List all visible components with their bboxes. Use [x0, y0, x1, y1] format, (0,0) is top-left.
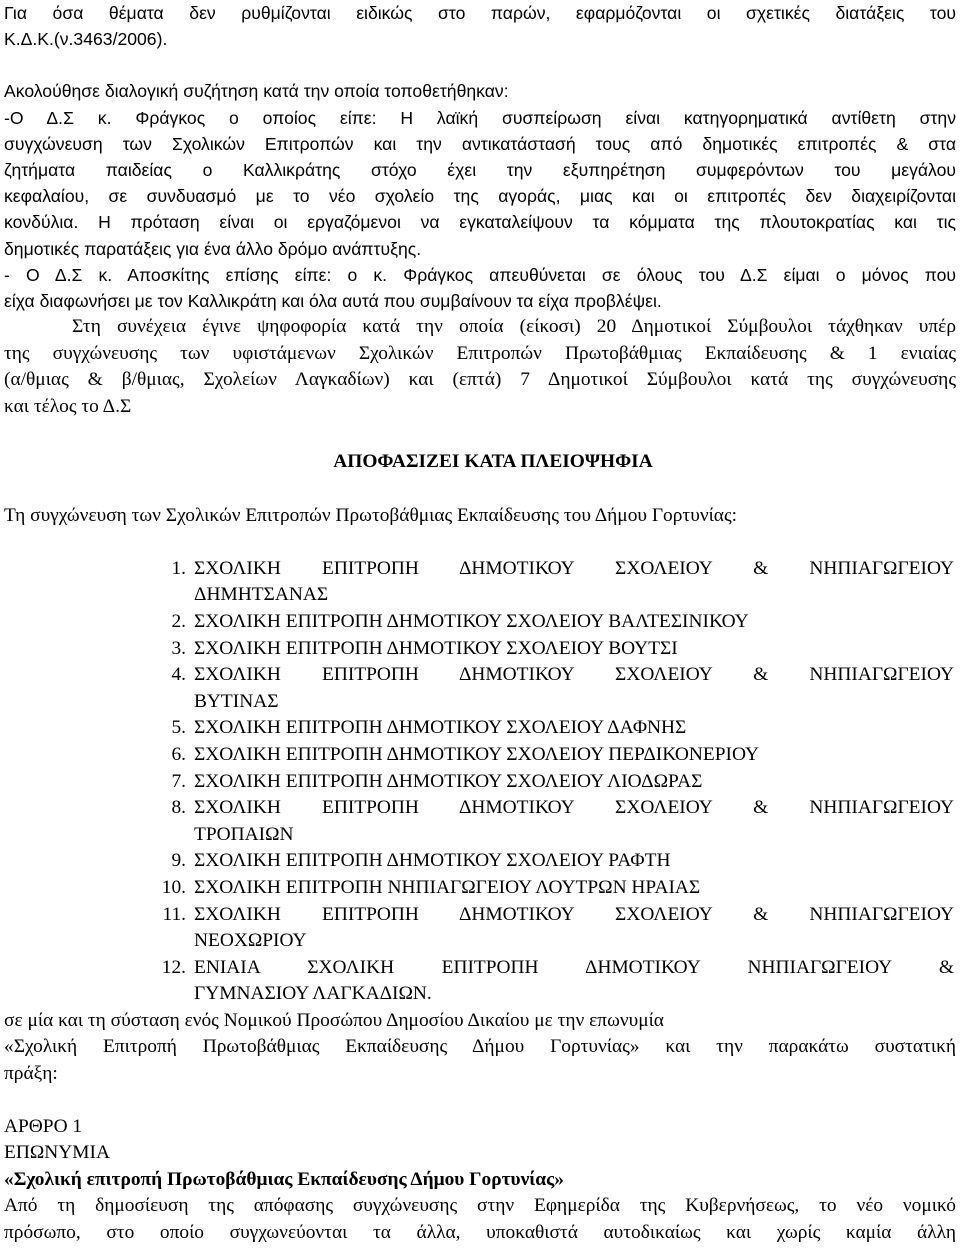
text-line: ΓΥΜΝΑΣΙΟΥ ΛΑΓΚΑΔΙΩΝ. — [194, 983, 432, 1005]
list-item — [4, 742, 956, 769]
text-line: ΣΧΟΛΙΚΗ ΕΠΙΤΡΟΠΗ ΔΗΜΟΤΙΚΟΥ ΣΧΟΛΕΙΟΥ ΒΑΛΤΕΣΙΝΙΚΟΥ — [194, 610, 749, 632]
decision-section — [4, 314, 956, 1246]
list-item — [4, 609, 956, 636]
article-number: ΑΡΘΡΟ 1 — [4, 1115, 83, 1137]
list-item — [4, 556, 956, 609]
spacer — [4, 421, 956, 449]
article-title: ΕΠΩΝΥΜΙΑ — [4, 1142, 110, 1164]
list-item — [4, 795, 956, 848]
text-line: ΝΕΟΧΩΡΙΟΥ — [194, 930, 307, 952]
text-line: ΣΧΟΛΙΚΗ ΕΠΙΤΡΟΠΗ ΔΗΜΟΤΙΚΟΥ ΣΧΟΛΕΙΟΥ ΡΑΦΤΗ — [194, 850, 671, 872]
list-number: 4. — [171, 664, 186, 686]
list-item-text — [194, 742, 956, 769]
list-number: 5. — [171, 717, 186, 739]
text-line: συγχώνευση των Σχολικών Επιτροπών και την αντικατάστασή τους από δημοτικές επιτροπές & στα — [4, 133, 956, 154]
list-number: 3. — [171, 637, 186, 659]
list-item-text — [194, 715, 956, 742]
text-line: ΣΧΟΛΙΚΗ ΕΠΙΤΡΟΠΗ ΔΗΜΟΤΙΚΟΥ ΣΧΟΛΕΙΟΥ & ΝΗΠΙΑΓΩΓΕΙΟΥ — [194, 664, 954, 686]
list-item — [4, 715, 956, 742]
list-number: 8. — [171, 797, 186, 819]
text-line: σε μία και τη σύσταση ενός Νομικού Προσώπου Δημοσίου Δικαίου με την επωνυμία — [4, 1009, 664, 1031]
list-number: 9. — [171, 850, 186, 872]
text-line: Στη συνέχεια έγινε ψηφοφορία κατά την οποία (είκοσι) 20 Δημοτικοί Σύμβουλοι τάχθηκαν υπέρ — [72, 316, 956, 338]
establishment-paragraph — [4, 1008, 956, 1088]
list-item — [4, 902, 956, 955]
list-number: 11. — [162, 903, 186, 925]
list-item-text — [194, 769, 956, 796]
entity-name: «Σχολική επιτροπή Πρωτοβάθμιας Εκπαίδευσης Δήμου Γορτυνίας» — [4, 1168, 564, 1190]
text-line: πράξη: — [4, 1063, 58, 1085]
text-line: ΕΝΙΑΙΑ ΣΧΟΛΙΚΗ ΕΠΙΤΡΟΠΗ ΔΗΜΟΤΙΚΟΥ ΝΗΠΙΑΓΩΓΕΙΟΥ & — [194, 956, 954, 978]
list-item-text — [194, 955, 956, 1008]
spacer — [4, 475, 956, 503]
list-item — [4, 875, 956, 902]
list-item-text — [194, 609, 956, 636]
text-line: Από τη δημοσίευση της απόφασης συγχώνευσης στην Εφημερίδα της Κυβερνήσεως, το νέο νομικό — [4, 1195, 956, 1217]
text-line: κεφαλαίου, σε συνδυασμό με το νέο σχολείο της αγοράς, μιας και οι επιτροπές δεν διαχειρίζονται — [4, 186, 956, 207]
text-line: ΣΧΟΛΙΚΗ ΕΠΙΤΡΟΠΗ ΔΗΜΟΤΙΚΟΥ ΣΧΟΛΕΙΟΥ ΔΑΦΝΗΣ — [194, 717, 687, 739]
text-line: δημοτικές παρατάξεις για ένα άλλο δρόμο ανάπτυξης. — [4, 238, 422, 259]
spacer — [4, 52, 956, 78]
list-number: 10. — [161, 876, 186, 898]
text-line: «Σχολική Επιτροπή Πρωτοβάθμιας Εκπαίδευσης Δήμου Γορτυνίας» και την παρακάτω συστατική — [4, 1036, 956, 1058]
list-item — [4, 848, 956, 875]
list-item-text — [194, 848, 956, 875]
frangos-statement — [4, 105, 956, 262]
text-line: ΣΧΟΛΙΚΗ ΕΠΙΤΡΟΠΗ ΔΗΜΟΤΙΚΟΥ ΣΧΟΛΕΙΟΥ ΠΕΡΔΙΚΟΝΕΡΙΟΥ — [194, 743, 760, 765]
text-line: ΣΧΟΛΙΚΗ ΕΠΙΤΡΟΠΗ ΔΗΜΟΤΙΚΟΥ ΣΧΟΛΕΙΟΥ ΛΙΟΔΩΡΑΣ — [194, 770, 703, 792]
list-item-text — [194, 875, 956, 902]
text-line: Κ.Δ.Κ.(ν.3463/2006). — [4, 29, 168, 50]
text-line: είχα διαφωνήσει με τον Καλλικράτη και όλα αυτά που συμβαίνουν τα είχα προβλέψει. — [4, 291, 662, 312]
list-number: 7. — [171, 770, 186, 792]
text-line: πρόσωπο, στο οποίο συγχωνεύονται τα άλλα, υποκαθιστά αυτοδικαίως και χωρίς καμία άλλη — [4, 1222, 956, 1244]
list-number: 6. — [171, 743, 186, 765]
discussion-intro — [4, 78, 956, 104]
text-line: ΤΡΟΠΑΙΩΝ — [194, 823, 294, 845]
discussion-section — [4, 0, 956, 314]
text-line: κονδύλια. Η πρόταση είναι οι εργαζόμενοι να εγκαταλείψουν τα κόμματα της πλουτοκρατίας και τις — [4, 212, 956, 233]
list-item-text — [194, 662, 956, 715]
text-line: ζητήματα παιδείας ο Καλλικράτης στόχο έχει την εξυπηρέτηση συμφερόντων του μεγάλου — [4, 160, 956, 181]
list-number: 12. — [161, 956, 186, 978]
list-item-text — [194, 556, 956, 609]
merge-intro: Τη συγχώνευση των Σχολικών Επιτροπών Πρωτοβάθμιας Εκπαίδευσης του Δήμου Γορτυνίας: — [4, 505, 738, 527]
list-item — [4, 662, 956, 715]
text-line: ΣΧΟΛΙΚΗ ΕΠΙΤΡΟΠΗ ΔΗΜΟΤΙΚΟΥ ΣΧΟΛΕΙΟΥ & ΝΗΠΙΑΓΩΓΕΙΟΥ — [194, 797, 954, 819]
text-line: ΣΧΟΛΙΚΗ ΕΠΙΤΡΟΠΗ ΔΗΜΟΤΙΚΟΥ ΣΧΟΛΕΙΟΥ ΒΟΥΤΣΙ — [194, 637, 678, 659]
list-number: 1. — [171, 557, 186, 579]
text-line: (α/θμιας & β/θμιας, Σχολείων Λαγκαδίων) και (επτά) 7 Δημοτικοί Σύμβουλοι κατά της συγχώνευσης — [4, 369, 956, 391]
text-line: και τέλος το Δ.Σ — [4, 396, 132, 418]
decision-heading: ΑΠΟΦΑΣΙΖΕΙ ΚΑΤΑ ΠΛΕΙΟΨΗΦΙΑ — [333, 450, 653, 472]
committee-list — [4, 556, 956, 1008]
article-1 — [4, 1114, 956, 1247]
text-line: - Ο Δ.Σ κ. Αποσκίτης επίσης είπε: ο κ. Φράγκος απευθύνεται σε όλους του Δ.Σ είμαι ο μόνος που — [4, 264, 956, 285]
list-item — [4, 636, 956, 663]
aposkitis-statement — [4, 262, 956, 314]
text-line: ΒΥΤΙΝΑΣ — [194, 690, 279, 712]
text-line: της συγχώνευσης των υφιστάμενων Σχολικών Επιτροπών Πρωτοβάθμιας Εκπαίδευσης & 1 ενιαίας — [4, 342, 956, 364]
text-line: Ακολούθησε διαλογική συζήτηση κατά την οποία τοποθετήθηκαν: — [4, 81, 509, 102]
spacer — [4, 530, 956, 556]
list-item-text — [194, 636, 956, 663]
text-line: ΔΗΜΗΤΣΑΝΑΣ — [194, 584, 329, 606]
text-line: Για όσα θέματα δεν ρυθμίζονται ειδικώς στο παρών, εφαρμόζονται οι σχετικές διατάξεις του — [4, 3, 956, 23]
vote-paragraph — [4, 314, 956, 420]
spacer — [4, 1088, 956, 1114]
list-item — [4, 955, 956, 1008]
text-line: ΣΧΟΛΙΚΗ ΕΠΙΤΡΟΠΗ ΔΗΜΟΤΙΚΟΥ ΣΧΟΛΕΙΟΥ & ΝΗΠΙΑΓΩΓΕΙΟΥ — [194, 557, 954, 579]
list-number: 2. — [171, 610, 186, 632]
list-item-text — [194, 795, 956, 848]
provisions-paragraph — [4, 0, 956, 52]
text-line: ΣΧΟΛΙΚΗ ΕΠΙΤΡΟΠΗ ΝΗΠΙΑΓΩΓΕΙΟΥ ΛΟΥΤΡΩΝ ΗΡΑΙΑΣ — [194, 876, 701, 898]
list-item-text — [194, 902, 956, 955]
list-item — [4, 769, 956, 796]
text-line: ΣΧΟΛΙΚΗ ΕΠΙΤΡΟΠΗ ΔΗΜΟΤΙΚΟΥ ΣΧΟΛΕΙΟΥ & ΝΗΠΙΑΓΩΓΕΙΟΥ — [194, 903, 954, 925]
text-line: -Ο Δ.Σ κ. Φράγκος ο οποίος είπε: Η λαϊκή συσπείρωση είναι κατηγορηματικά αντίθετη στην — [4, 107, 956, 128]
